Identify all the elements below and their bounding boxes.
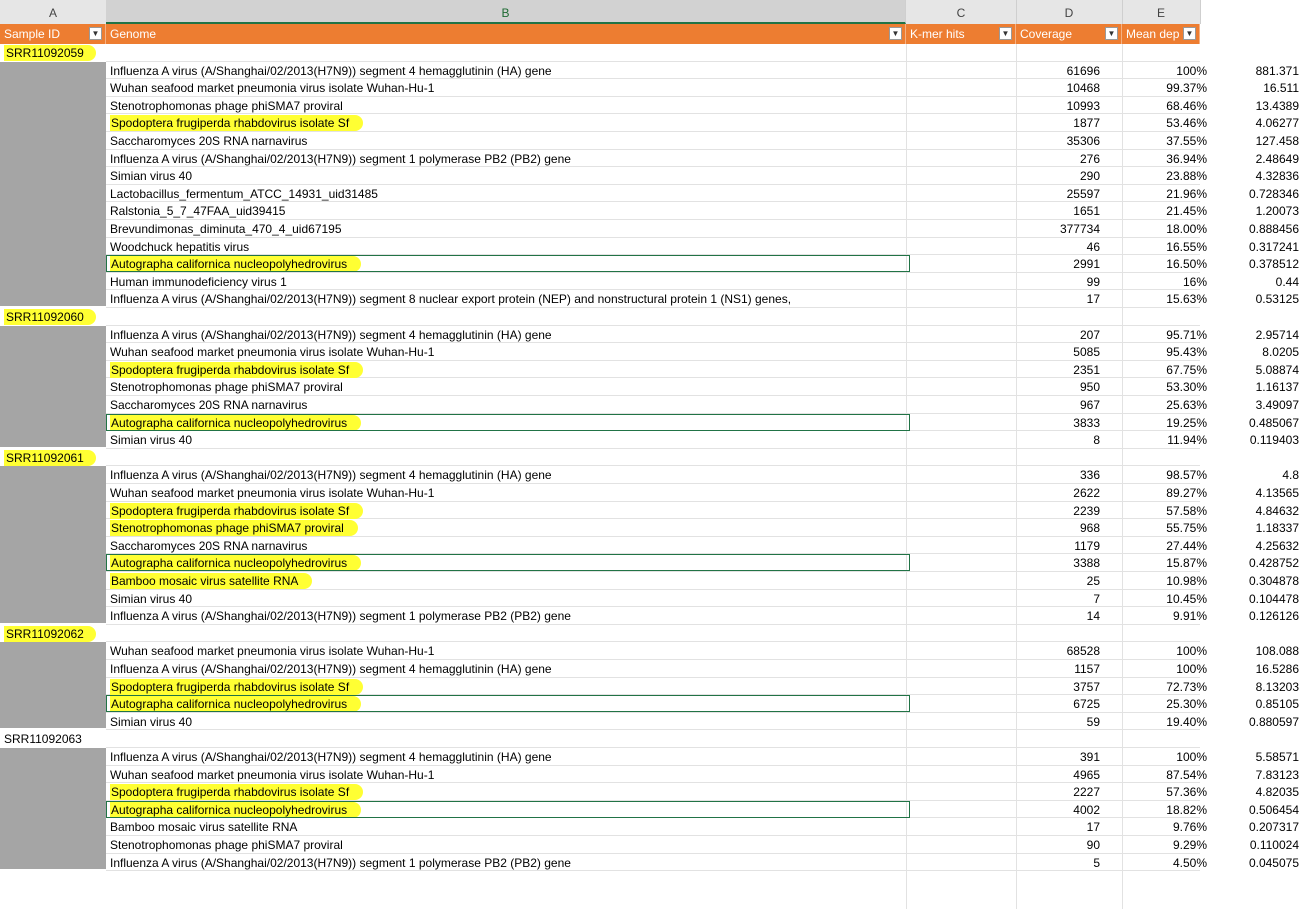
table-row[interactable]	[106, 79, 1299, 97]
genome-cell[interactable]	[110, 783, 906, 800]
genome-text: Influenza A virus (A/Shanghai/02/2013(H7N9)) segment 4 hemagglutinin (HA) gene	[110, 63, 552, 78]
kmer-hits-cell[interactable]: 1157	[1074, 662, 1100, 676]
genome-cell[interactable]	[110, 748, 906, 765]
genome-cell[interactable]	[110, 431, 906, 448]
genome-cell[interactable]	[110, 132, 906, 149]
mean-depth-cell[interactable]: 0.126126	[1248, 609, 1299, 624]
table-row[interactable]	[106, 695, 1299, 713]
mean-depth-cell[interactable]: 0.880597	[1248, 714, 1299, 729]
coverage-cell[interactable]: 19.25%	[1166, 415, 1207, 430]
mean-depth-cell[interactable]: 1.16137	[1255, 380, 1299, 395]
genome-cell[interactable]	[110, 273, 906, 290]
coverage-cell[interactable]: 16.55%	[1166, 239, 1207, 254]
genome-text: Influenza A virus (A/Shanghai/02/2013(H7N9)) segment 4 hemagglutinin (HA) gene	[110, 750, 552, 764]
kmer-hits-cell[interactable]: 4002	[1073, 802, 1100, 817]
sample-id-cell[interactable]	[0, 730, 106, 748]
sample-group-fill	[0, 62, 106, 306]
coverage-cell[interactable]: 11.94%	[1167, 433, 1207, 448]
sample-id-label: SRR11092063	[4, 732, 82, 747]
genome-text: Saccharomyces 20S RNA narnavirus	[110, 398, 308, 412]
coverage-cell[interactable]: 15.87%	[1166, 556, 1207, 571]
kmer-hits-cell[interactable]: 10468	[1066, 81, 1100, 96]
coverage-cell[interactable]: 18.82%	[1166, 802, 1207, 817]
genome-text: Wuhan seafood market pneumonia virus isolate Wuhan-Hu-1	[110, 486, 435, 500]
table-row[interactable]	[106, 273, 1299, 291]
genome-cell[interactable]	[110, 766, 906, 783]
sample-id-label: SRR11092062	[4, 626, 96, 642]
header-sample-id[interactable]: Sample ID ▼	[0, 24, 106, 44]
mean-depth-cell[interactable]: 13.4389	[1255, 98, 1299, 113]
coverage-cell[interactable]: 19.40%	[1166, 714, 1207, 729]
genome-text: Influenza A virus (A/Shanghai/02/2013(H7N9)) segment 4 hemagglutinin (HA) gene	[110, 662, 552, 676]
kmer-hits-cell[interactable]: 3757	[1073, 679, 1100, 694]
coverage-cell[interactable]: 16.50%	[1166, 257, 1207, 272]
mean-depth-cell[interactable]: 0.304878	[1248, 574, 1299, 588]
coverage-cell[interactable]: 37.55%	[1166, 134, 1207, 148]
genome-text: Wuhan seafood market pneumonia virus isolate Wuhan-Hu-1	[110, 767, 435, 782]
kmer-hits-cell[interactable]: 17	[1086, 292, 1100, 307]
kmer-hits-cell[interactable]: 25	[1086, 574, 1100, 588]
genome-text: Woodchuck hepatitis virus	[110, 239, 250, 254]
genome-cell[interactable]	[110, 97, 906, 114]
table-row[interactable]	[106, 255, 1299, 273]
column-header-e[interactable]: E	[1122, 0, 1201, 24]
mean-depth-cell[interactable]: 0.53125	[1255, 292, 1299, 307]
genome-cell[interactable]	[110, 326, 906, 343]
table-row[interactable]	[106, 572, 1299, 590]
coverage-cell[interactable]: 100%	[1176, 750, 1207, 764]
genome-text: Spodoptera frugiperda rhabdovirus isolate Sf	[110, 362, 363, 378]
genome-cell[interactable]	[110, 572, 906, 589]
column-header-b[interactable]: B	[106, 0, 906, 24]
genome-cell[interactable]	[110, 220, 906, 237]
genome-cell[interactable]	[110, 79, 906, 96]
kmer-hits-cell[interactable]: 35306	[1066, 134, 1100, 148]
kmer-hits-cell[interactable]: 2991	[1073, 257, 1100, 272]
mean-depth-cell[interactable]: 4.13565	[1255, 486, 1299, 500]
kmer-hits-cell[interactable]: 2239	[1073, 503, 1100, 518]
kmer-hits-cell[interactable]: 5	[1093, 855, 1100, 870]
genome-cell[interactable]	[110, 607, 906, 624]
table-row[interactable]	[106, 150, 1299, 168]
filter-dropdown-icon[interactable]: ▼	[89, 27, 102, 40]
kmer-hits-cell[interactable]: 2351	[1073, 362, 1100, 377]
genome-text: Autographa californica nucleopolyhedrovirus	[110, 555, 361, 571]
kmer-hits-cell[interactable]: 61696	[1066, 63, 1100, 78]
genome-text: Stenotrophomonas phage phiSMA7 proviral	[110, 838, 343, 852]
kmer-hits-cell[interactable]: 68528	[1066, 644, 1100, 659]
mean-depth-cell[interactable]: 0.045075	[1248, 855, 1299, 870]
coverage-cell[interactable]: 98.57%	[1166, 468, 1207, 483]
kmer-hits-cell[interactable]: 207	[1079, 327, 1100, 342]
kmer-hits-cell[interactable]: 2622	[1073, 486, 1100, 500]
genome-text: Autographa californica nucleopolyhedrovirus	[110, 802, 361, 818]
genome-cell[interactable]	[110, 343, 906, 360]
header-mean-depth[interactable]: Mean dep ▼	[1122, 24, 1200, 44]
genome-text: Bamboo mosaic virus satellite RNA	[110, 573, 312, 589]
sample-id-cell[interactable]	[0, 308, 106, 326]
kmer-hits-cell[interactable]: 5085	[1073, 345, 1100, 360]
mean-depth-cell[interactable]: 0.317241	[1248, 239, 1299, 254]
mean-depth-cell[interactable]: 16.511	[1263, 81, 1299, 96]
genome-text: Influenza A virus (A/Shanghai/02/2013(H7N9)) segment 4 hemagglutinin (HA) gene	[110, 327, 552, 342]
genome-cell[interactable]	[110, 396, 906, 413]
coverage-cell[interactable]: 9.76%	[1172, 820, 1207, 835]
genome-cell[interactable]	[110, 484, 906, 501]
table-row[interactable]	[106, 114, 1299, 132]
table-row[interactable]	[106, 361, 1299, 379]
genome-cell[interactable]	[110, 361, 906, 378]
table-row[interactable]	[106, 97, 1299, 115]
genome-text: Influenza A virus (A/Shanghai/02/2013(H7N9)) segment 1 polymerase PB2 (PB2) gene	[110, 609, 571, 624]
mean-depth-cell[interactable]: 108.088	[1255, 644, 1299, 659]
genome-text: Brevundimonas_diminuta_470_4_uid67195	[110, 222, 342, 236]
kmer-hits-cell[interactable]: 14	[1086, 609, 1100, 624]
column-header-d[interactable]: D	[1016, 0, 1123, 24]
genome-text: Simian virus 40	[110, 714, 193, 729]
column-header-c[interactable]: C	[906, 0, 1017, 24]
genome-cell[interactable]	[110, 150, 906, 167]
genome-cell[interactable]	[110, 678, 906, 695]
coverage-cell[interactable]: 87.54%	[1166, 767, 1207, 782]
table-row[interactable]	[106, 132, 1299, 150]
table-row[interactable]	[106, 854, 1299, 872]
sample-group-fill	[0, 748, 106, 869]
kmer-hits-cell[interactable]: 967	[1079, 398, 1100, 412]
genome-cell[interactable]	[110, 466, 906, 483]
genome-cell[interactable]	[106, 554, 910, 571]
mean-depth-cell[interactable]: 4.8	[1282, 468, 1299, 483]
coverage-cell[interactable]: 89.27%	[1166, 486, 1207, 500]
kmer-hits-cell[interactable]: 17	[1086, 820, 1100, 835]
kmer-hits-cell[interactable]: 99	[1086, 274, 1100, 289]
kmer-hits-cell[interactable]: 1179	[1074, 538, 1100, 553]
mean-depth-cell[interactable]: 0.428752	[1248, 556, 1299, 571]
table-row[interactable]	[106, 185, 1299, 203]
coverage-cell[interactable]: 67.75%	[1166, 362, 1207, 377]
genome-text: Spodoptera frugiperda rhabdovirus isolate Sf	[110, 679, 363, 695]
coverage-cell[interactable]: 27.44%	[1166, 538, 1207, 553]
table-row[interactable]	[106, 519, 1299, 537]
mean-depth-cell[interactable]: 881.371	[1255, 63, 1299, 78]
genome-cell[interactable]	[110, 818, 906, 835]
table-row[interactable]	[106, 238, 1299, 256]
genome-text: Ralstonia_5_7_47FAA_uid39415	[110, 204, 286, 219]
kmer-hits-cell[interactable]: 10993	[1066, 98, 1100, 113]
table-row[interactable]	[106, 554, 1299, 572]
table-row[interactable]	[106, 466, 1299, 484]
genome-cell[interactable]	[110, 836, 906, 853]
table-row[interactable]	[106, 484, 1299, 502]
mean-depth-cell[interactable]: 0.485067	[1248, 415, 1299, 430]
table-row[interactable]	[106, 378, 1299, 396]
table-row[interactable]	[106, 431, 1299, 449]
table-row[interactable]	[106, 502, 1299, 520]
table-row[interactable]	[106, 202, 1299, 220]
coverage-cell[interactable]: 72.73%	[1166, 679, 1207, 694]
mean-depth-cell[interactable]: 5.08874	[1255, 362, 1299, 377]
genome-text: Wuhan seafood market pneumonia virus isolate Wuhan-Hu-1	[110, 81, 435, 96]
sample-group-fill	[0, 326, 106, 447]
table-row[interactable]	[106, 167, 1299, 185]
genome-text: Influenza A virus (A/Shanghai/02/2013(H7N9)) segment 8 nuclear export protein (NEP) and nonstructural protein 1 (NS1) genes,	[110, 292, 792, 307]
blank-row[interactable]	[106, 308, 1200, 326]
kmer-hits-cell[interactable]: 3388	[1073, 556, 1100, 571]
table-row[interactable]	[106, 414, 1299, 432]
genome-cell[interactable]	[110, 114, 906, 131]
coverage-cell[interactable]: 100%	[1176, 644, 1207, 659]
blank-row[interactable]	[106, 625, 1200, 643]
coverage-cell[interactable]: 100%	[1176, 662, 1207, 676]
mean-depth-cell[interactable]: 0.378512	[1248, 257, 1299, 272]
table-row[interactable]	[106, 818, 1299, 836]
coverage-cell[interactable]: 10.45%	[1166, 591, 1207, 606]
mean-depth-cell[interactable]: 8.13203	[1255, 679, 1299, 694]
table-row[interactable]	[106, 836, 1299, 854]
genome-cell[interactable]	[110, 590, 906, 607]
table-row[interactable]	[106, 326, 1299, 344]
coverage-cell[interactable]: 21.45%	[1166, 204, 1207, 219]
genome-text: Spodoptera frugiperda rhabdovirus isolate Sf	[110, 115, 363, 131]
mean-depth-cell[interactable]: 5.58571	[1255, 750, 1299, 764]
sample-group-fill	[0, 466, 106, 622]
filter-dropdown-icon[interactable]: ▼	[889, 27, 902, 40]
kmer-hits-cell[interactable]: 7	[1093, 591, 1100, 606]
genome-text: Bamboo mosaic virus satellite RNA	[110, 820, 298, 835]
mean-depth-cell[interactable]: 16.5286	[1255, 662, 1299, 676]
genome-cell[interactable]	[110, 238, 906, 255]
genome-cell[interactable]	[110, 854, 906, 871]
header-genome[interactable]: Genome ▼	[106, 24, 906, 44]
genome-text: Saccharomyces 20S RNA narnavirus	[110, 538, 308, 553]
table-row[interactable]	[106, 660, 1299, 678]
genome-cell[interactable]	[110, 290, 906, 307]
table-row[interactable]	[106, 607, 1299, 625]
kmer-hits-cell[interactable]: 3833	[1073, 415, 1100, 430]
genome-text: Autographa californica nucleopolyhedrovirus	[110, 256, 361, 272]
genome-cell[interactable]	[110, 642, 906, 659]
coverage-cell[interactable]: 55.75%	[1166, 521, 1207, 536]
table-header-row	[0, 24, 1200, 44]
mean-depth-cell[interactable]: 0.506454	[1248, 802, 1299, 817]
table-row[interactable]	[106, 801, 1299, 819]
column-header-a[interactable]: A	[0, 0, 107, 24]
column-header-bar	[0, 0, 1200, 25]
coverage-cell[interactable]: 57.58%	[1166, 503, 1207, 518]
mean-depth-cell[interactable]: 4.82035	[1255, 785, 1299, 800]
mean-depth-cell[interactable]: 0.44	[1275, 274, 1299, 289]
mean-depth-cell[interactable]: 0.119403	[1249, 433, 1299, 448]
kmer-hits-cell[interactable]: 2227	[1073, 785, 1100, 800]
mean-depth-cell[interactable]: 4.06277	[1255, 116, 1299, 131]
coverage-cell[interactable]: 25.63%	[1166, 398, 1207, 412]
genome-cell[interactable]	[106, 414, 910, 431]
mean-depth-cell[interactable]: 127.458	[1255, 134, 1299, 148]
coverage-cell[interactable]: 57.36%	[1166, 785, 1207, 800]
genome-cell[interactable]	[110, 185, 906, 202]
coverage-cell[interactable]: 53.46%	[1166, 116, 1207, 131]
coverage-cell[interactable]: 99.37%	[1166, 81, 1207, 96]
sample-id-cell[interactable]	[0, 449, 106, 467]
genome-text: Stenotrophomonas phage phiSMA7 proviral	[110, 520, 358, 536]
genome-text: Influenza A virus (A/Shanghai/02/2013(H7N9)) segment 4 hemagglutinin (HA) gene	[110, 468, 552, 483]
table-row[interactable]	[106, 766, 1299, 784]
coverage-cell[interactable]: 4.50%	[1172, 855, 1207, 870]
mean-depth-cell[interactable]: 0.104478	[1248, 591, 1299, 606]
mean-depth-cell[interactable]: 1.20073	[1255, 204, 1299, 219]
genome-text: Saccharomyces 20S RNA narnavirus	[110, 134, 308, 148]
table-row[interactable]	[106, 713, 1299, 731]
mean-depth-cell[interactable]: 0.728346	[1248, 186, 1299, 201]
mean-depth-cell[interactable]: 0.207317	[1248, 820, 1299, 835]
genome-text: Autographa californica nucleopolyhedrovirus	[110, 696, 361, 712]
blank-row[interactable]	[106, 44, 1200, 62]
kmer-hits-cell[interactable]: 1651	[1073, 204, 1100, 219]
genome-cell[interactable]	[110, 502, 906, 519]
header-coverage[interactable]: Coverage ▼	[1016, 24, 1122, 44]
filter-dropdown-icon[interactable]: ▼	[999, 27, 1012, 40]
genome-text: Influenza A virus (A/Shanghai/02/2013(H7N9)) segment 1 polymerase PB2 (PB2) gene	[110, 151, 571, 166]
genome-text: Spodoptera frugiperda rhabdovirus isolate Sf	[110, 503, 363, 519]
sample-group-fill	[0, 642, 106, 728]
blank-row[interactable]	[106, 730, 1200, 748]
genome-text: Stenotrophomonas phage phiSMA7 proviral	[110, 98, 343, 113]
kmer-hits-cell[interactable]: 59	[1086, 714, 1100, 729]
genome-cell[interactable]	[106, 255, 910, 272]
filter-dropdown-icon[interactable]: ▼	[1183, 27, 1196, 40]
table-row[interactable]	[106, 537, 1299, 555]
genome-cell[interactable]	[110, 202, 906, 219]
table-row[interactable]	[106, 220, 1299, 238]
table-row[interactable]	[106, 642, 1299, 660]
filter-dropdown-icon[interactable]: ▼	[1105, 27, 1118, 40]
coverage-cell[interactable]: 95.71%	[1166, 327, 1207, 342]
coverage-cell[interactable]: 16%	[1182, 274, 1207, 289]
coverage-cell[interactable]: 68.46%	[1166, 98, 1207, 113]
coverage-cell[interactable]: 10.98%	[1166, 574, 1207, 588]
mean-depth-cell[interactable]: 1.18337	[1255, 521, 1299, 536]
genome-cell[interactable]	[110, 537, 906, 554]
header-kmer-hits[interactable]: K-mer hits ▼	[906, 24, 1016, 44]
table-row[interactable]	[106, 62, 1299, 80]
genome-cell[interactable]	[106, 695, 910, 712]
genome-text: Wuhan seafood market pneumonia virus isolate Wuhan-Hu-1	[110, 345, 435, 360]
kmer-hits-cell[interactable]: 25597	[1066, 186, 1100, 201]
kmer-hits-cell[interactable]: 377734	[1059, 222, 1100, 236]
coverage-cell[interactable]: 36.94%	[1166, 151, 1207, 166]
kmer-hits-cell[interactable]: 6725	[1073, 697, 1100, 712]
sample-id-cell[interactable]	[0, 625, 106, 643]
genome-text: Stenotrophomonas phage phiSMA7 proviral	[110, 380, 343, 395]
coverage-cell[interactable]: 23.88%	[1166, 169, 1207, 184]
mean-depth-cell[interactable]: 2.95714	[1255, 327, 1299, 342]
kmer-hits-cell[interactable]: 391	[1079, 750, 1100, 764]
genome-cell[interactable]	[106, 801, 910, 818]
table-row[interactable]	[106, 678, 1299, 696]
kmer-hits-cell[interactable]: 4965	[1073, 767, 1100, 782]
kmer-hits-cell[interactable]: 90	[1086, 838, 1100, 852]
genome-text: Simian virus 40	[110, 591, 193, 606]
coverage-cell[interactable]: 100%	[1176, 63, 1207, 78]
table-row[interactable]	[106, 343, 1299, 361]
kmer-hits-cell[interactable]: 8	[1093, 433, 1100, 448]
genome-text: Lactobacillus_fermentum_ATCC_14931_uid31485	[110, 186, 378, 201]
coverage-cell[interactable]: 9.29%	[1172, 838, 1207, 852]
kmer-hits-cell[interactable]: 1877	[1073, 116, 1100, 131]
coverage-cell[interactable]: 53.30%	[1166, 380, 1207, 395]
table-row[interactable]	[106, 396, 1299, 414]
table-row[interactable]	[106, 783, 1299, 801]
coverage-cell[interactable]: 95.43%	[1166, 345, 1207, 360]
kmer-hits-cell[interactable]: 276	[1079, 151, 1100, 166]
genome-text: Human immunodeficiency virus 1	[110, 274, 287, 289]
coverage-cell[interactable]: 18.00%	[1166, 222, 1207, 236]
table-row[interactable]	[106, 590, 1299, 608]
sample-id-label: SRR11092060	[4, 309, 96, 325]
genome-cell[interactable]	[110, 167, 906, 184]
mean-depth-cell[interactable]: 8.0205	[1262, 345, 1299, 360]
mean-depth-cell[interactable]: 0.888456	[1248, 222, 1299, 236]
table-row[interactable]	[106, 748, 1299, 766]
sample-id-cell[interactable]	[0, 44, 106, 62]
coverage-cell[interactable]: 15.63%	[1166, 292, 1207, 307]
mean-depth-cell[interactable]: 2.48649	[1255, 151, 1299, 166]
kmer-hits-cell[interactable]: 968	[1079, 521, 1100, 536]
genome-text: Simian virus 40	[110, 433, 193, 448]
sample-id-label: SRR11092059	[4, 45, 96, 61]
genome-cell[interactable]	[110, 519, 906, 536]
genome-cell[interactable]	[110, 62, 906, 79]
genome-text: Wuhan seafood market pneumonia virus isolate Wuhan-Hu-1	[110, 644, 435, 659]
table-row[interactable]	[106, 290, 1299, 308]
blank-row[interactable]	[106, 449, 1200, 467]
sample-id-label: SRR11092061	[4, 450, 96, 466]
mean-depth-cell[interactable]: 4.25632	[1255, 538, 1299, 553]
genome-text: Influenza A virus (A/Shanghai/02/2013(H7N9)) segment 1 polymerase PB2 (PB2) gene	[110, 855, 571, 870]
kmer-hits-cell[interactable]: 950	[1079, 380, 1100, 395]
mean-depth-cell[interactable]: 7.83123	[1255, 767, 1299, 782]
coverage-cell[interactable]: 9.91%	[1172, 609, 1207, 624]
kmer-hits-cell[interactable]: 336	[1079, 468, 1100, 483]
genome-text: Spodoptera frugiperda rhabdovirus isolate Sf	[110, 784, 363, 800]
genome-text: Simian virus 40	[110, 169, 193, 184]
mean-depth-cell[interactable]: 3.49097	[1255, 398, 1299, 412]
genome-cell[interactable]	[110, 713, 906, 730]
genome-cell[interactable]	[110, 378, 906, 395]
genome-cell[interactable]	[110, 660, 906, 677]
genome-text: Autographa californica nucleopolyhedrovirus	[110, 415, 361, 431]
kmer-hits-cell[interactable]: 46	[1086, 239, 1100, 254]
kmer-hits-cell[interactable]: 290	[1079, 169, 1100, 184]
coverage-cell[interactable]: 25.30%	[1166, 697, 1207, 712]
mean-depth-cell[interactable]: 4.84632	[1255, 503, 1299, 518]
coverage-cell[interactable]: 21.96%	[1166, 186, 1207, 201]
mean-depth-cell[interactable]: 0.85105	[1255, 697, 1299, 712]
mean-depth-cell[interactable]: 4.32836	[1255, 169, 1299, 184]
mean-depth-cell[interactable]: 0.110024	[1249, 838, 1299, 852]
